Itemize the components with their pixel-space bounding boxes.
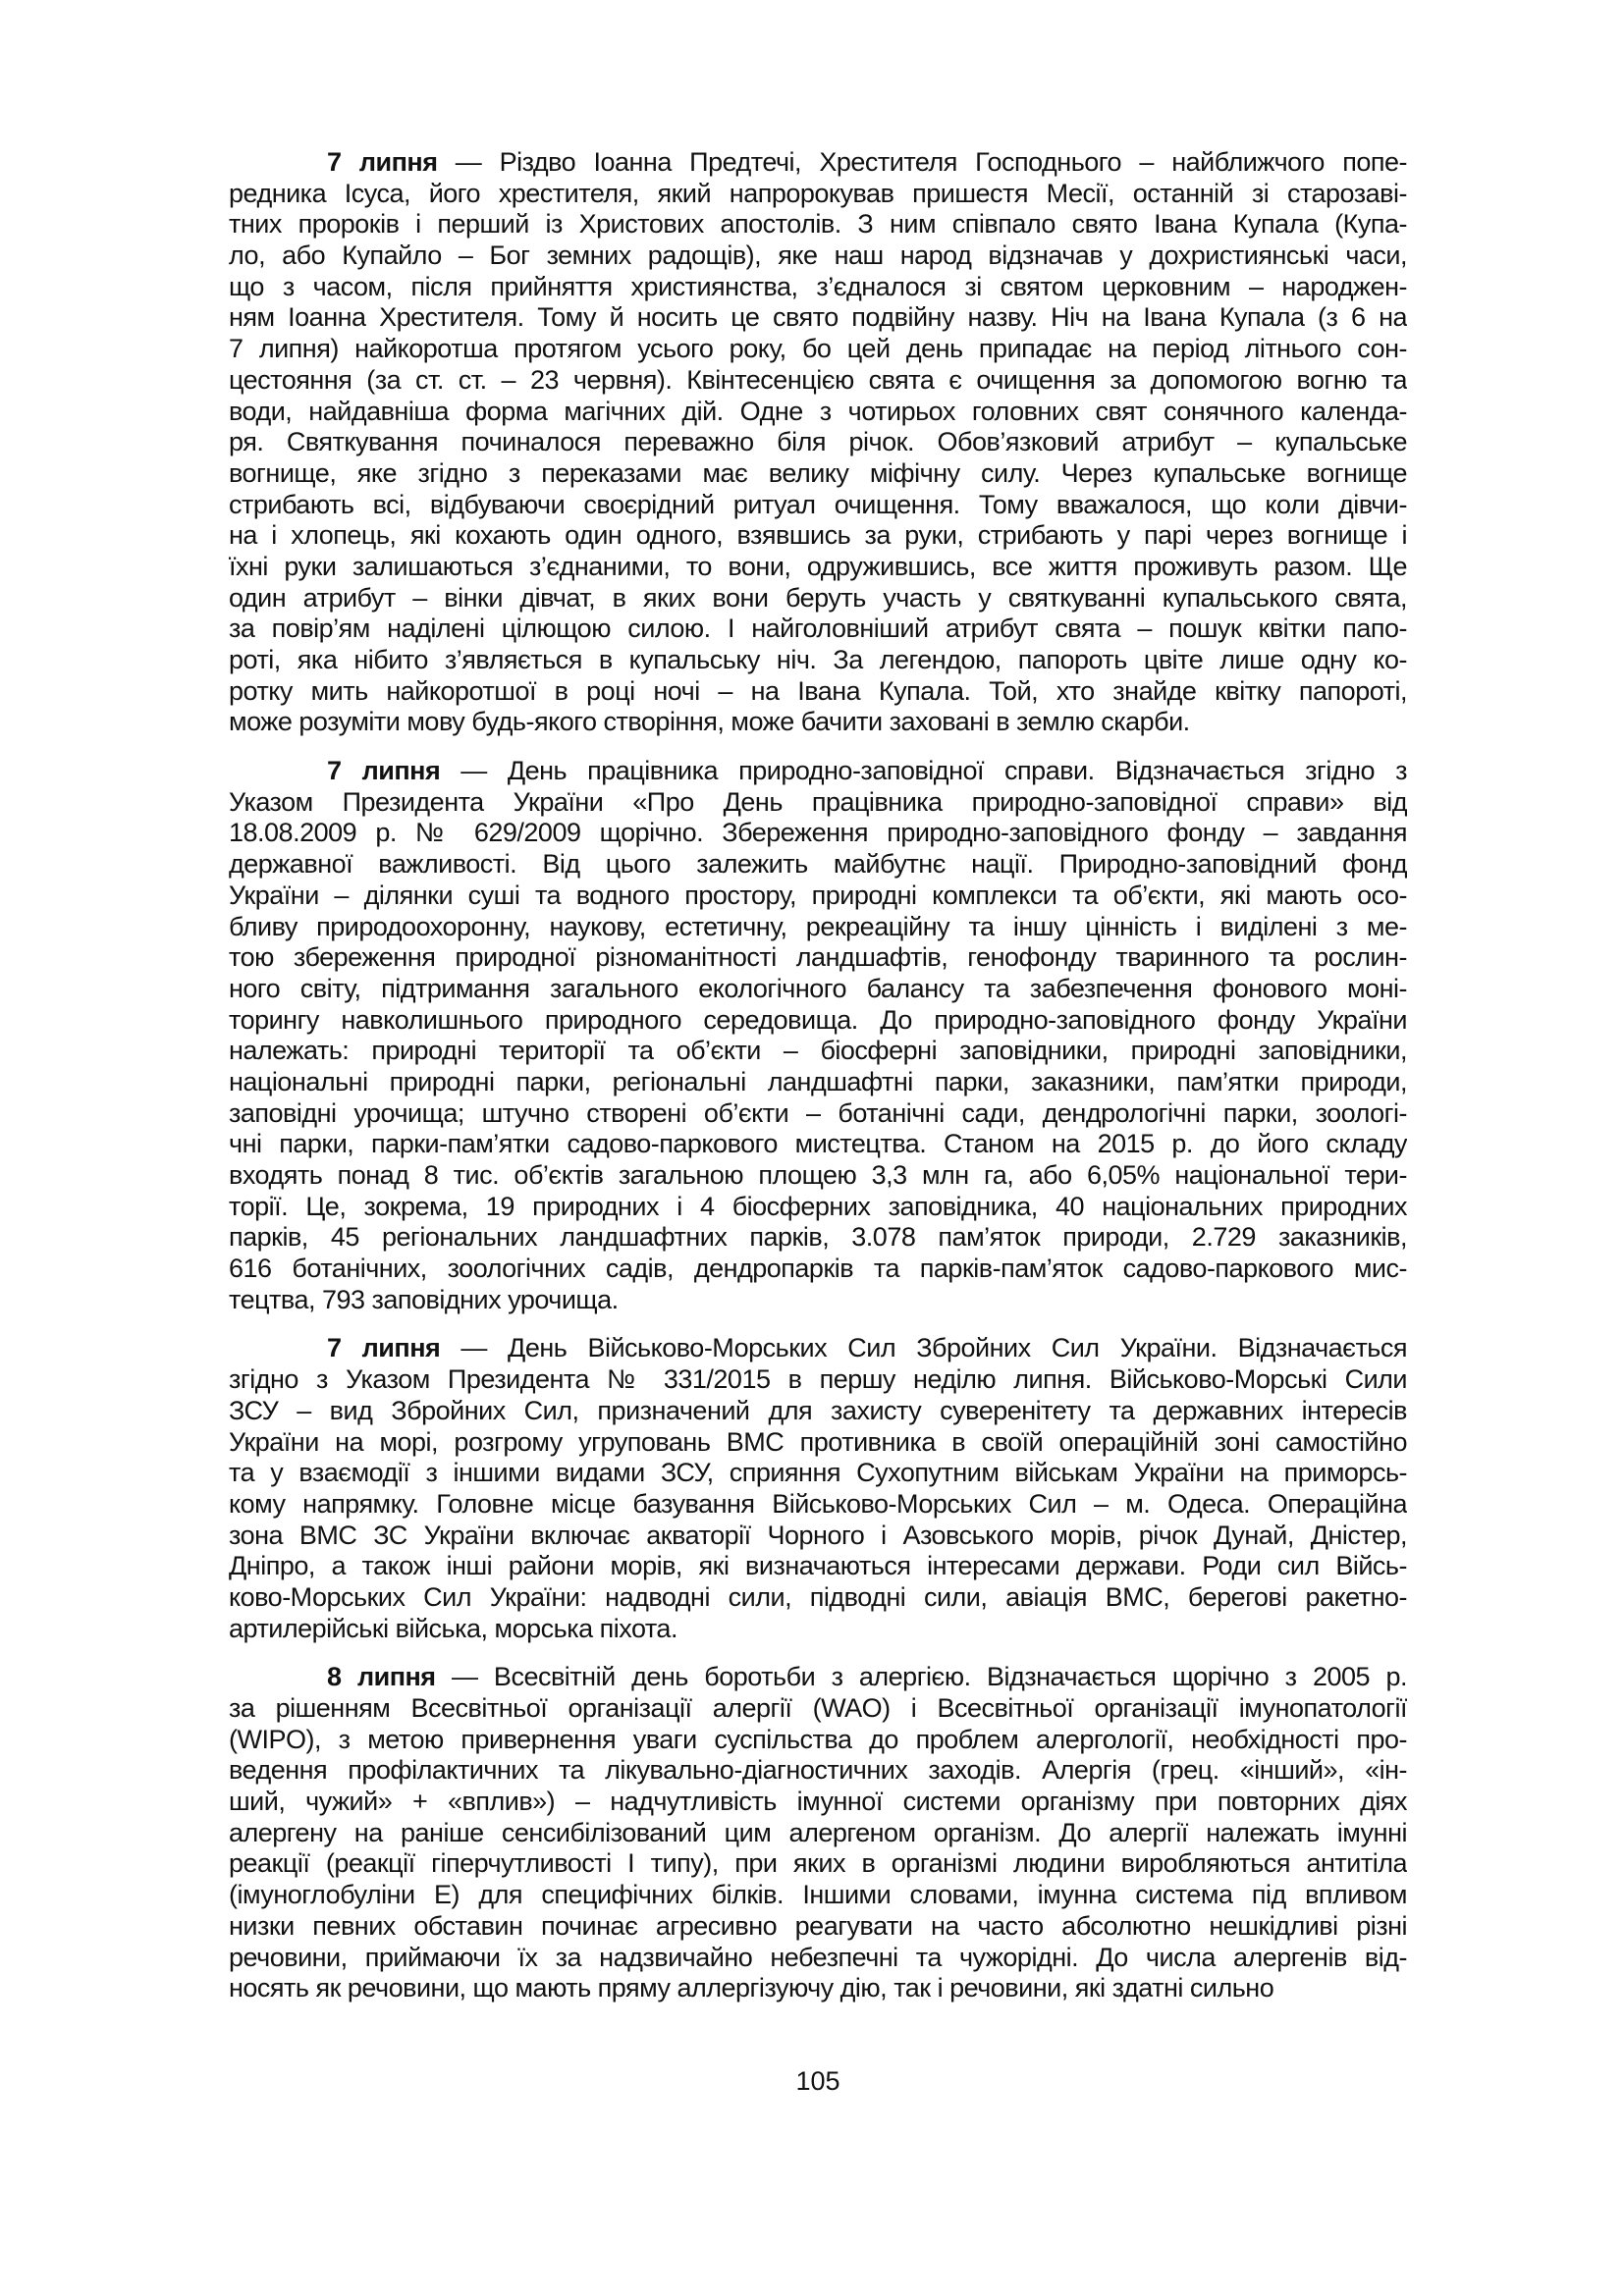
text-line: 7 липня — День працівника природно-заповідної справи. Відзначається згідно з <box>327 756 1407 786</box>
text-line: чні парки, парки-пам’ятки садово-паркового мистецтва. Станом на 2015 р. до його складу <box>229 1129 1407 1159</box>
text-line: ротку мить найкоротшої в році ночі – на Івана Купала. Той, хто знайде квітку папороті, <box>229 675 1407 706</box>
text-line: 7 липня — Різдво Іоанна Предтечі, Хрестителя Господнього – найближчого попе- <box>327 147 1407 177</box>
text-line: носять як речовини, що мають пряму аллергізуючу дію, так і речовини, які здатні сильно <box>229 1973 1274 2003</box>
page-body <box>229 147 1407 2004</box>
paragraph <box>229 1333 1407 1644</box>
text-line: за рішенням Всесвітньої організації алергії (WAO) і Всесвітньої організації імунопатології <box>229 1693 1407 1723</box>
text-line: України – ділянки суші та водного простору, природні комплекси та об’єкти, які мають осо- <box>229 880 1407 910</box>
text-line: зона ВМС ЗС України включає акваторії Чорного і Азовського морів, річок Дунай, Дністер, <box>229 1520 1407 1550</box>
text-line: ням Іоанна Хрестителя. Тому й носить це свято подвійну назву. Ніч на Івана Купала (з 6 на <box>229 302 1407 333</box>
text-line: реакції (реакції гіперчутливості І типу), при яких в організмі людини виробляються антитіла <box>229 1848 1407 1879</box>
date-label: 8 липня <box>327 1662 436 1692</box>
text-line: (імуноглобуліни Е) для специфічних білків. Іншими словами, імунна система під впливом <box>229 1880 1407 1910</box>
text-line: 7 липня) найкоротша протягом усього року, бо цей день припадає на період літнього сон- <box>229 334 1407 364</box>
text-line: речовини, приймаючи їх за надзвичайно небезпечні та чужорідні. До числа алергенів від- <box>229 1942 1407 1972</box>
text-line: України на морі, розгрому угруповань ВМС противника в своїй операційній зоні самостійно <box>229 1426 1407 1457</box>
page-number: 105 <box>795 2066 840 2096</box>
text-line: тних пророків і перший із Христових апостолів. З ним співпало свято Івана Купала (Купа- <box>229 209 1407 240</box>
text-line: 616 ботанічних, зоологічних садів, дендропарків та парків-пам’яток садово-паркового мис- <box>229 1254 1407 1284</box>
text-line: ший, чужий» + «вплив») – надчутливість імунної системи організму при повторних діях <box>229 1787 1407 1817</box>
text-line: роті, яка нібито з’являється в купальську ніч. За легендою, папороть цвіте лише одну ко- <box>229 645 1407 674</box>
date-label: 7 липня <box>327 147 438 177</box>
text-line: Указом Президента України «Про День працівника природно-заповідної справи» від <box>229 786 1407 817</box>
text-line: вогнище, яке згідно з переказами має велику міфічну силу. Через купальське вогнище <box>229 457 1407 488</box>
text-line: ЗСУ – вид Збройних Сил, призначений для захисту суверенітету та державних інтересів <box>229 1395 1407 1425</box>
text-line: може розуміти мову будь-якого створіння, може бачити заховані в землю скарби. <box>229 707 1190 737</box>
text-line: належать: природні території та об’єкти – біосферні заповідники, природні заповідники, <box>229 1036 1407 1066</box>
text-line: національні природні парки, регіональні ландшафтні парки, заказники, пам’ятки природи, <box>229 1066 1407 1096</box>
text-line: кому напрямку. Головне місце базування Військово-Морських Сил – м. Одеса. Операційна <box>229 1488 1407 1519</box>
text-line: державної важливості. Від цього залежить майбутнє нації. Природно-заповідний фонд <box>229 849 1407 880</box>
text-line: тецтва, 793 заповідних урочища. <box>229 1284 619 1314</box>
text-line: Дніпро, а також інші райони морів, які визначаються інтересами держави. Роди сил Війсь- <box>229 1551 1407 1581</box>
text-line: ло, або Купайло – Бог земних радощів), яке наш народ відзначав у дохристиянські часи, <box>229 240 1407 271</box>
text-line: торингу навколишнього природного середовища. До природно-заповідного фонду України <box>229 1004 1407 1035</box>
date-label: 7 липня <box>327 756 441 786</box>
text-line: ря. Святкування починалося переважно біля річок. Обов’язковий атрибут – купальське <box>229 427 1407 457</box>
text-line: згідно з Указом Президента № 331/2015 в першу неділю липня. Військово-Морські Сили <box>229 1364 1407 1395</box>
text-line: на і хлопець, які кохають один одного, взявшись за руки, стрибають у парі через вогнище і <box>229 520 1407 551</box>
text-line: алергену на раніше сенсибілізований цим алергеном організм. До алергії належать імунні <box>229 1817 1407 1847</box>
text-line: та у взаємодії з іншими видами ЗСУ, сприяння Сухопутним військам України на приморсь- <box>229 1458 1407 1488</box>
text-line: ково-Морських Сил України: надводні сили, підводні сили, авіація ВМС, берегові ракетно- <box>229 1581 1407 1612</box>
text-line: парків, 45 регіональних ландшафтних парків, 3.078 пам’яток природи, 2.729 заказників, <box>229 1222 1407 1253</box>
text-line: цестояння (за ст. ст. – 23 червня). Квінтесенцією свята є очищення за допомогою вогню та <box>229 364 1407 395</box>
text-line: 7 липня — День Військово-Морських Сил Збройних Сил України. Відзначається <box>327 1333 1407 1363</box>
paragraph <box>229 1662 1407 2004</box>
text-line: 18.08.2009 р. № 629/2009 щорічно. Збереження природно-заповідного фонду – завдання <box>229 818 1407 848</box>
text-line: тою збереження природної різноманітності ландшафтів, генофонду тваринного та рослин- <box>229 942 1407 973</box>
text-line: стрибають всі, відбуваючи своєрідний ритуал очищення. Тому вважалося, що коли дівчи- <box>229 489 1407 519</box>
paragraph <box>229 756 1407 1315</box>
text-line: входять понад 8 тис. об’єктів загальною площею 3,3 млн га, або 6,05% національної тери- <box>229 1160 1407 1190</box>
text-line: низки певних обставин починає агресивно реагувати на часто абсолютно нешкідливі різні <box>229 1910 1407 1941</box>
text-line: один атрибут – вінки дівчат, в яких вони беруть участь у святкуванні купальського свята, <box>229 582 1407 613</box>
text-line: артилерійські війська, морська піхота. <box>229 1613 677 1643</box>
date-label: 7 липня <box>327 1333 441 1363</box>
text-line: ведення профілактичних та лікувально-діагностичних заходів. Алергія (грец. «інший», «ін- <box>229 1755 1407 1786</box>
text-line: 8 липня — Всесвітній день боротьби з алергією. Відзначається щорічно з 2005 р. <box>327 1662 1407 1692</box>
text-line: ного світу, підтримання загального екологічного балансу та забезпечення фонового моні- <box>229 973 1407 1003</box>
text-line: що з часом, після прийняття християнства, з’єдналося зі святом церковним – народжен- <box>229 271 1407 301</box>
text-line: води, найдавніша форма магічних дій. Одне з чотирьох головних свят сонячного календа- <box>229 396 1407 426</box>
text-line: бливу природоохоронну, наукову, естетичну, рекреаційну та іншу цінність і виділені з ме- <box>229 911 1407 941</box>
text-line: за повір’ям наділені цілющою силою. І найголовніший атрибут свята – пошук квітки папо- <box>229 614 1407 644</box>
text-line: редника Ісуса, його хрестителя, який напророкував пришестя Месії, останній зі старозаві- <box>229 178 1407 208</box>
text-line: (WIPO), з метою привернення уваги суспільства до проблем алергології, необхідності про- <box>229 1724 1407 1754</box>
text-line: їхні руки залишаються з’єднаними, то вони, одружившись, все життя проживуть разом. Ще <box>229 551 1407 581</box>
text-line: заповідні урочища; штучно створені об’єкти – ботанічні сади, дендрологічні парки, зоологі- <box>229 1097 1407 1128</box>
text-line: торії. Це, зокрема, 19 природних і 4 біосферних заповідника, 40 національних природних <box>229 1191 1407 1221</box>
paragraph <box>229 147 1407 738</box>
